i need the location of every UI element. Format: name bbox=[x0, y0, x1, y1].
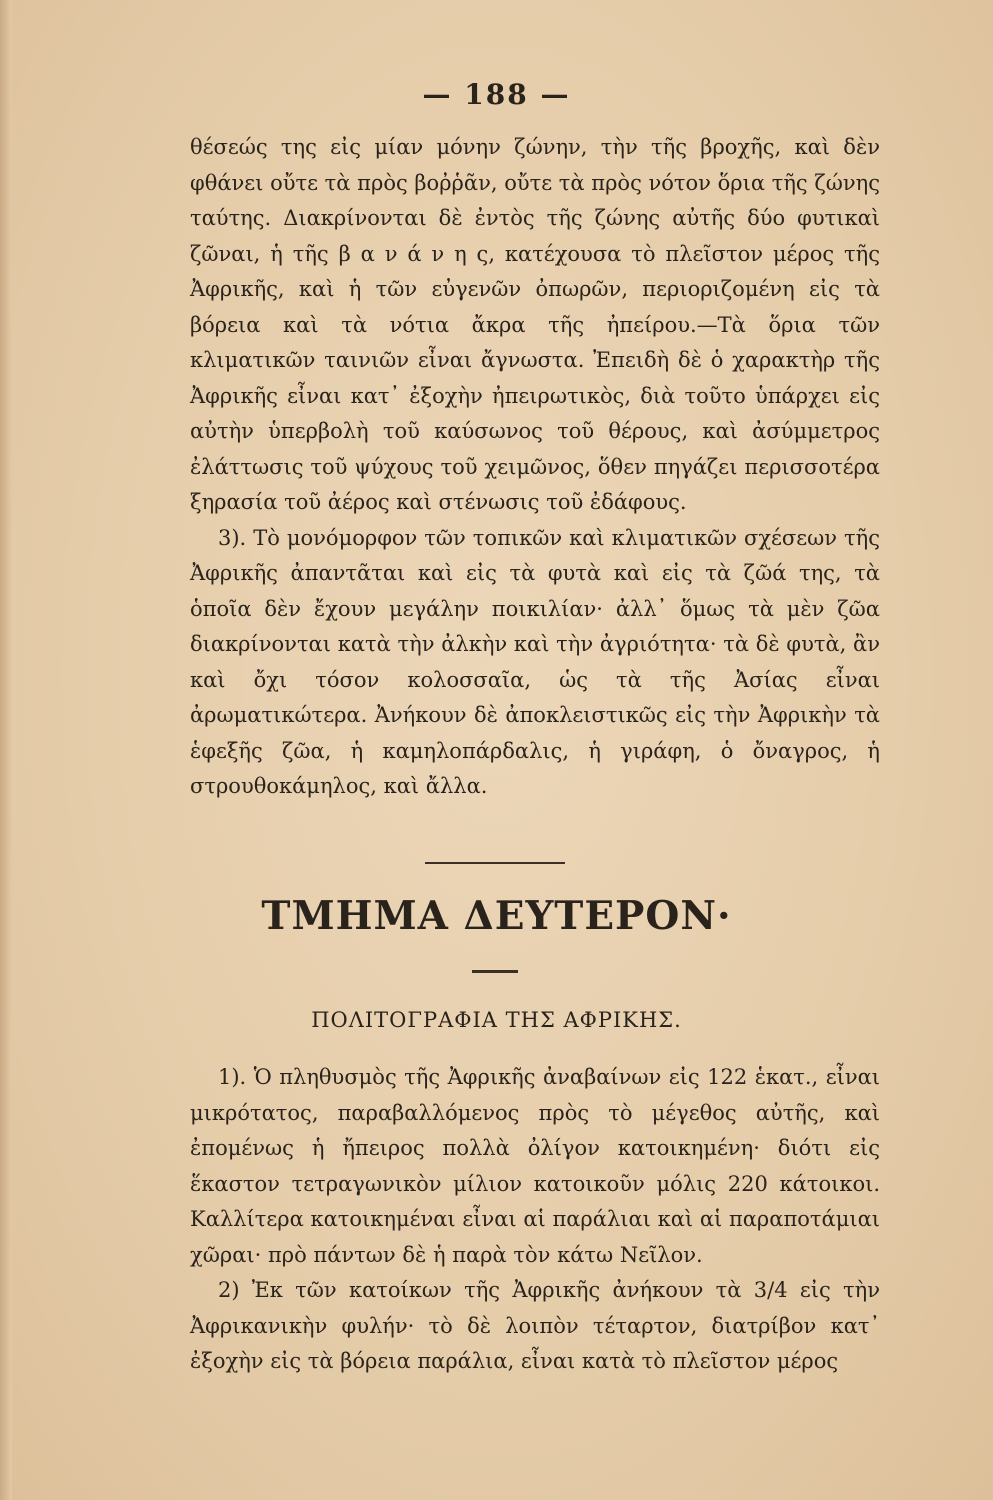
paragraph-continuation: θέσεώς της εἰς μίαν μόνην ζώνην, τὴν τῆς βροχῆς, καὶ δὲν φθάνει οὔτε τὰ πρὸς βοῤῥᾶν, οὔτε τὰ πρὸς νότον ὅρια τῆς ζώνης ταύτης. Διακρίνονται δὲ ἐντὸς τῆς ζώνης αὐτῆς δύο φυτικαὶ ζῶναι, ἡ τῆς β α ν ά ν η ς, κατέχουσα τὸ πλεῖστον μέρος τῆς Ἀφρικῆς, καὶ ἡ τῶν εὐγενῶν ὀπωρῶν, περιοριζομένη εἰς τὰ βόρεια καὶ τὰ νότια ἄκρα τῆς ἠπείρου.—Τὰ ὅρια τῶν κλιματικῶν ταινιῶν εἶναι ἄγνωστα. Ἐπειδὴ δὲ ὁ χαρακτὴρ τῆς Ἀφρικῆς εἶναι κατ᾽ ἐξοχὴν ἠπειρωτικὸς, διὰ τοῦτο ὑπάρχει εἰς αὐτὴν ὑπερβολὴ τοῦ καύσωνος τοῦ θέρους, καὶ ἀσύμμετρος ἐλάττωσις τοῦ ψύχους τοῦ χειμῶνος, ὅθεν πηγάζει περισσοτέρα ξηρασία τοῦ ἀέρος καὶ στένωσις τοῦ ἐδάφους. bbox=[190, 135, 880, 514]
section-subheading: ΠΟΛΙΤΟΓΡΑΦΙΑ ΤΗΣ ΑΦΡΙΚΗΣ. bbox=[311, 1008, 682, 1032]
page-number: — 188 — bbox=[422, 78, 571, 111]
title-dash bbox=[472, 970, 518, 973]
page-binding-edge bbox=[0, 0, 12, 1500]
section-divider bbox=[425, 862, 565, 864]
section-title: ΤΜΗΜΑ ΔΕΥΤΕΡΟΝ· bbox=[261, 893, 732, 939]
paragraph-3: 3). Τὸ μονόμορφον τῶν τοπικῶν καὶ κλιματικῶν σχέσεων τῆς Ἀφρικῆς ἀπαντᾶται καὶ εἰς τὰ φυτὰ καὶ εἰς τὰ ζῶά της, τὰ ὁποῖα δὲν ἔχουν μεγάλην ποικιλίαν· ἀλλ᾽ ὅμως τὰ μὲν ζῶα διακρίνονται κατὰ τὴν ἀλκὴν καὶ τὴν ἀγριότητα· τὰ δὲ φυτὰ, ἂν καὶ ὄχι τόσον κολοσσαῖα, ὡς τὰ τῆς Ἀσίας εἶναι ἀρωματικώτερα. Ἀνήκουν δὲ ἀποκλειστικῶς εἰς τὴν Ἀφρικὴν τὰ ἑφεξῆς ζῶα, ἡ καμηλοπάρδαλις, ἡ γιράφη, ὁ ὄναγρος, ἡ στρουθοκάμηλος, καὶ ἄλλα. bbox=[190, 525, 880, 798]
bottom-text-block bbox=[190, 1060, 880, 1380]
paragraph-2: 2) Ἐκ τῶν κατοίκων τῆς Ἀφρικῆς ἀνήκουν τὰ 3/4 εἰς τὴν Ἀφρικανικὴν φυλήν· τὸ δὲ λοιπὸν τέταρτον, διατρίβον κατ᾽ ἐξοχὴν εἰς τὰ βόρεια παράλια, εἶναι κατὰ τὸ πλεῖστον μέρος bbox=[190, 1278, 880, 1373]
paragraph-1: 1). Ὁ πληθυσμὸς τῆς Ἀφρικῆς ἀναβαίνων εἰς 122 ἑκατ., εἶναι μικρότατος, παραβαλλόμενος πρὸς τὸ μέγεθος αὐτῆς, καὶ ἐπομένως ἡ ἤπειρος πολλὰ ὀλίγον κατοικημένη· διότι εἰς ἕκαστον τετραγωνικὸν μίλιον κατοικοῦν μόλις 220 κάτοικοι. Καλλίτερα κατοικημέναι εἶναι αἱ παράλιαι καὶ αἱ παραποτάμιαι χῶραι· πρὸ πάντων δὲ ἡ παρὰ τὸν κάτω Νεῖλον. bbox=[190, 1065, 880, 1267]
top-text-block bbox=[190, 130, 880, 805]
